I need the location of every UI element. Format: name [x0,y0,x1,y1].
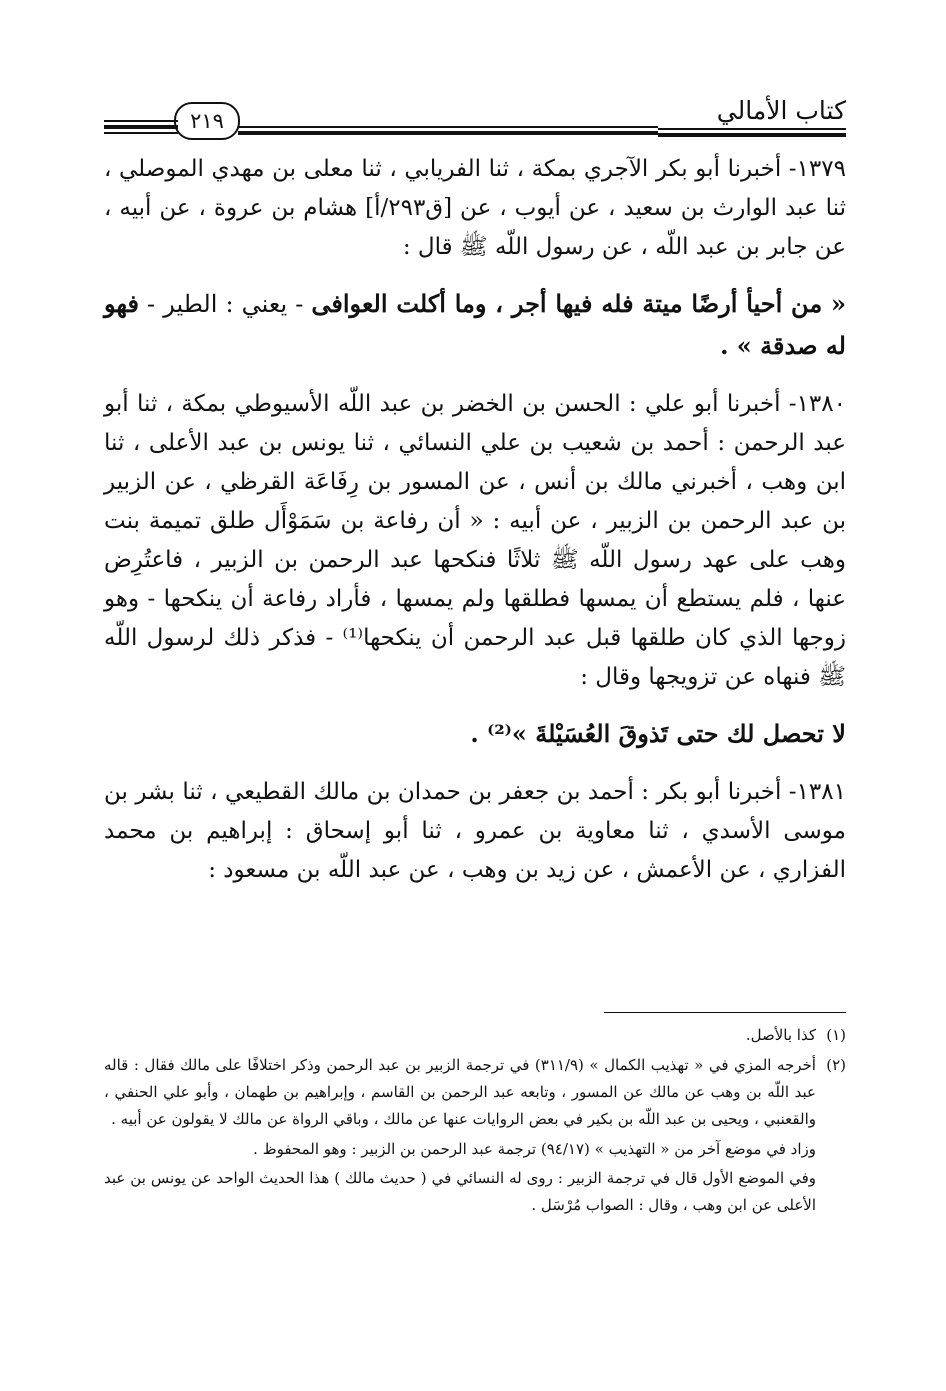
header-rule [658,128,846,130]
header-rule [104,125,178,129]
footnote-number: (٢) [826,1056,846,1074]
hadith-text-1379 [104,283,846,367]
hadith-text-part: فهو له صدقة » . [104,289,846,360]
footnote-2 [104,1052,846,1133]
header-rule [658,133,846,137]
footnote-2-addition: وفي الموضع الأول قال في ترجمة الزبير : روى له النسائي في ( حديث مالك ) هذا الحديث الواحد عن يونس بن عبد الأعلى عن ابن وهب ، وقال : الصواب مُرْسَل . [104,1169,816,1214]
header-rule [238,126,658,128]
hadith-chain-1381: ١٣٨١- أخبرنا أبو بكر : أحمد بن جعفر بن حمدان بن مالك القطيعي ، ثنا بشر بن موسى الأسدي ، ثنا معاوية بن عمرو ، ثنا أبو إسحاق : إبراهيم بن محمد الفزاري ، عن الأعمش ، عن زيد بن وهب ، عن عبد اللّه بن مسعود : [104,779,846,883]
running-header [104,96,846,140]
header-rule [104,120,178,122]
hadith-text-part: « من أحيأ أرضًا ميتة فله فيها أجر ، وما أكلت العوافى [311,289,846,318]
book-title: كتاب الأمالي [716,96,846,125]
hadith-gloss: - يعني : الطير - [138,290,312,318]
footnote-1 [104,1022,846,1049]
footnotes [104,1022,846,1219]
footnote-separator [604,1012,846,1013]
hadith-chain-1380: ١٣٨٠- أخبرنا أبو علي : الحسن بن الخضر بن عبد اللّه الأسيوطي بمكة ، ثنا أبو عبد الرحمن : أحمد بن شعيب بن علي النسائي ، ثنا يونس بن عبد الأعلى ، ثنا ابن وهب ، أخبرني مالك بن أنس ، عن المسور بن رِفَاعَة القرظي ، عن الزبير بن عبد الرحمن بن الزبير ، عن أبيه : « أن رفاعة بن سَمَوْأَل طلق تميمة بنت وهب على عهد رسول اللّه ﷺ ثلاثًا فنكحها عبد الرحمن بن الزبير ، فاعتُرِض عنها ، فلم يستطع أن يمسها فطلقها ولم يمسها ، فأراد رفاعة أن ينكحها - وهو زوجها الذي كان طلقها قبل عبد الرحمن أن ينكحها⁽¹⁾ - فذكر ذلك لرسول اللّه ﷺ فنهاه عن تزويجها وقال : [104,391,846,690]
page-number: ٢١٩ [174,102,240,140]
footnote-number: (١) [826,1026,846,1044]
hadith-chain-1379: ١٣٧٩- أخبرنا أبو بكر الآجري بمكة ، ثنا الفريابي ، ثنا معلى بن مهدي الموصلي ، ثنا عبد الوارث بن سعيد ، عن أيوب ، عن [ق٢٩٣/أ] هشام بن عروة ، عن أبيه ، عن جابر بن عبد اللّه ، عن رسول اللّه ﷺ قال : [104,156,846,260]
footnote-text: أخرجه المزي في « تهذيب الكمال » (٣١١/٩) في ترجمة الزبير بن عبد الرحمن وذكر اختلافًا على مالك فقال : قاله عبد اللّه بن وهب عن مالك عن المسور ، وتابعه عبد الرحمن بن القاسم ، وإبراهيم بن طهمان ، وأبو علي الحنفي ، والقعنبي ، ويحيى بن عبد اللّه بن بكير في بعض الروايات عنها عن مالك ، وباقي الرواة عن مالك لا يقولون عن أبيه . [104,1056,816,1128]
header-rule [238,131,658,135]
footnote-2-addition: وزاد في موضع آخر من « التهذيب » (٩٤/١٧) ترجمة عبد الرحمن بن الزبير : وهو المحفوظ . [253,1140,816,1158]
hadith-text-1380: لا تحصل لك حتى تَذوقَ العُسَيْلةَ »⁽²⁾ . [470,719,846,748]
header-rule [104,132,178,134]
main-text [104,150,846,906]
footnote-text: كذا بالأصل. [745,1026,816,1044]
